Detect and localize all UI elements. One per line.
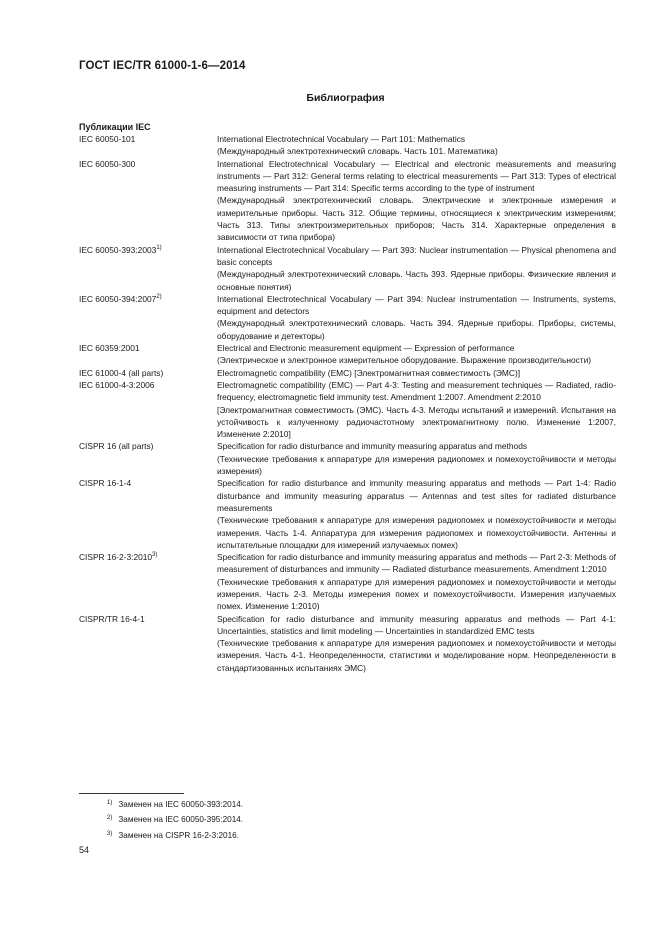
page-number: 54 <box>79 845 90 855</box>
section-heading: Публикации IEC <box>79 122 151 132</box>
footnote <box>107 812 243 827</box>
bibliography-entry <box>79 440 616 477</box>
footnote <box>107 797 243 812</box>
footnote <box>107 828 243 843</box>
footnote-text: Заменен на IEC 60050-393:2014. <box>118 800 244 809</box>
title-english: International Electrotechnical Vocabulary — Part 394: Nuclear instrumentation — Instruments, systems, equipment and detectors <box>217 293 616 317</box>
footnote-text: Заменен на IEC 60050-395:2014. <box>118 815 244 825</box>
bibliography-entry <box>79 613 616 674</box>
title-english: Specification for radio disturbance and immunity measuring apparatus and methods <box>217 441 528 452</box>
publication-code: IEC 61000-4 (all parts) <box>79 367 164 378</box>
title-english: International Electrotechnical Vocabulary — Electrical and electronic measurements and measuring instruments — Part 312: General terms relating to electrical measurements — Part 313: Types of electrical measuring instruments — Part 314: Specific terms according to the type of instrument <box>217 158 616 194</box>
bibliography-entry <box>79 293 616 342</box>
publication-description <box>217 477 616 551</box>
footnote-mark: 3) <box>107 830 113 837</box>
title-russian: [Электромагнитная совместимость (ЭМС). Часть 4-3. Методы испытаний и измерений. Испытания на устойчивость к излученному радиочастотному электромагнитному полю. Изменение 1:2007, Изменение 2:2010] <box>217 404 616 440</box>
publication-code: CISPR/TR 16-4-1 <box>79 613 145 624</box>
bibliography-entry <box>79 367 616 379</box>
footnote-ref: 3) <box>152 552 158 559</box>
title-russian: (Технические требования к аппаратуре для измерения радиопомех и помехоустойчивости и методы измерения. Часть 2-3. Методы измерения помех и помехоустойчивости. Измерения излучаемых помех. Изменение 1:2010) <box>217 576 616 612</box>
footnote-ref: 1) <box>156 244 162 251</box>
title-english: Specification for radio disturbance and immunity measuring apparatus and methods — Part 2-3: Methods of measurement of disturbances and immunity — Radiated disturbance measurements. Amendment 1:2010 <box>217 552 616 575</box>
footnote-text: Заменен на CISPR 16-2-3:2016. <box>118 830 239 840</box>
publication-description <box>217 342 616 367</box>
publication-code: IEC 60359:2001 <box>79 343 140 354</box>
publication-description <box>217 133 616 158</box>
title-russian: (Технические требования к аппаратуре для измерения радиопомех и помехоустойчивости и методы измерения. Часть 1-4. Аппаратура для измерения радиопомех и помехоустойчивости. Антенны и испытательные площадки для измерений излучаемых помех) <box>217 515 616 550</box>
publication-code: IEC 61000-4-3:2006 <box>79 379 155 390</box>
bibliography-list <box>79 133 616 674</box>
title-russian: (Электрическое и электронное измерительное оборудование. Выражение производительности) <box>217 355 592 366</box>
title-russian: (Международный электротехнический словарь. Часть 393. Ядерные приборы. Физические явления и основные понятия) <box>217 269 616 292</box>
publication-code: IEC 60050-393:2003$^{1)}$ <box>79 244 162 255</box>
title-english: Specification for radio disturbance and immunity measuring apparatus and methods — Part 4-1: Uncertainties, statistics and limit modeling — Uncertainties in standardized EMC tests <box>217 613 616 636</box>
bibliography-entry <box>79 244 616 293</box>
title-english: Specification for radio disturbance and immunity measuring apparatus and methods — Part 1-4: Radio disturbance and immunity measuring apparatus — Antennas and test sites for radiated disturbance measurements <box>217 478 616 513</box>
bibliography-entry <box>79 477 616 551</box>
publication-code: IEC 60050-300 <box>79 158 136 169</box>
bibliography-entry <box>79 342 616 367</box>
bibliography-entry <box>79 133 616 158</box>
document-header: ГОСТ IEC/TR 61000-1-6—2014 <box>79 60 246 72</box>
publication-description <box>217 613 616 674</box>
title-english: International Electrotechnical Vocabulary — Part 101: Mathematics <box>217 134 466 144</box>
publication-description <box>217 551 616 612</box>
title-english: International Electrotechnical Vocabulary — Part 393: Nuclear instrumentation — Physical phenomena and basic concepts <box>217 244 616 267</box>
publication-description <box>217 367 616 379</box>
publication-code: CISPR 16 (all parts) <box>79 441 154 452</box>
page-title: Библиография <box>306 92 385 104</box>
footnotes <box>107 797 243 843</box>
title-russian: (Международный электротехнический словарь. Часть 101. Математика) <box>217 146 498 157</box>
publication-description <box>217 379 616 440</box>
publication-code: CISPR 16-2-3:2010$^{3)}$ <box>79 552 158 563</box>
publication-code: CISPR 16-1-4 <box>79 478 132 489</box>
title-russian: (Международный электротехнический словарь. Электрические и электронные измерения и измерительные приборы. Часть 312. Общие термины, относящиеся к электрическим измерениям; Часть 313. Типы электроизмерительных приборов; Часть 314. Характерные определения в зависимости от типа прибора) <box>217 195 616 243</box>
footnote-mark: 1) <box>107 800 113 806</box>
publication-description <box>217 440 616 477</box>
footnote-ref: 2) <box>156 293 162 300</box>
bibliography-entry <box>79 379 616 440</box>
title-english: Electromagnetic compatibility (EMC) — Part 4-3: Testing and measurement techniques — Radiated, radio-frequency, electromagnetic field immunity test. Amendment 1:2007. Amendment 2:2010 <box>217 379 616 403</box>
title-english: Electrical and Electronic measurement equipment — Expression of performance <box>217 343 515 354</box>
title-russian: (Международный электротехнический словарь. Часть 394. Ядерные приборы. Приборы, системы, оборудование и детекторы) <box>217 318 616 341</box>
footnote-mark: 2) <box>107 815 113 822</box>
bibliography-entry <box>79 158 616 244</box>
publication-code: IEC 60050-101 <box>79 134 136 144</box>
title-russian: (Технические требования к аппаратуре для измерения радиопомех и помехоустойчивости и методы измерения) <box>217 453 616 477</box>
publication-description <box>217 244 616 293</box>
bibliography-entry <box>79 551 616 612</box>
title-russian: (Технические требования к аппаратуре для измерения радиопомех и помехоустойчивости и методы измерения. Часть 4-1. Неопределенности, статистики и моделирование норм. Неопределенности в стандартизованных испытаниях ЭМС) <box>217 638 616 673</box>
publication-description <box>217 158 616 244</box>
footnote-separator <box>79 793 184 794</box>
publication-description <box>217 293 616 342</box>
publication-code: IEC 60050-394:2007$^{2)}$ <box>79 293 162 304</box>
title-english: Electromagnetic compatibility (EMC) [Электромагнитная совместимость (ЭМС)] <box>217 367 521 378</box>
